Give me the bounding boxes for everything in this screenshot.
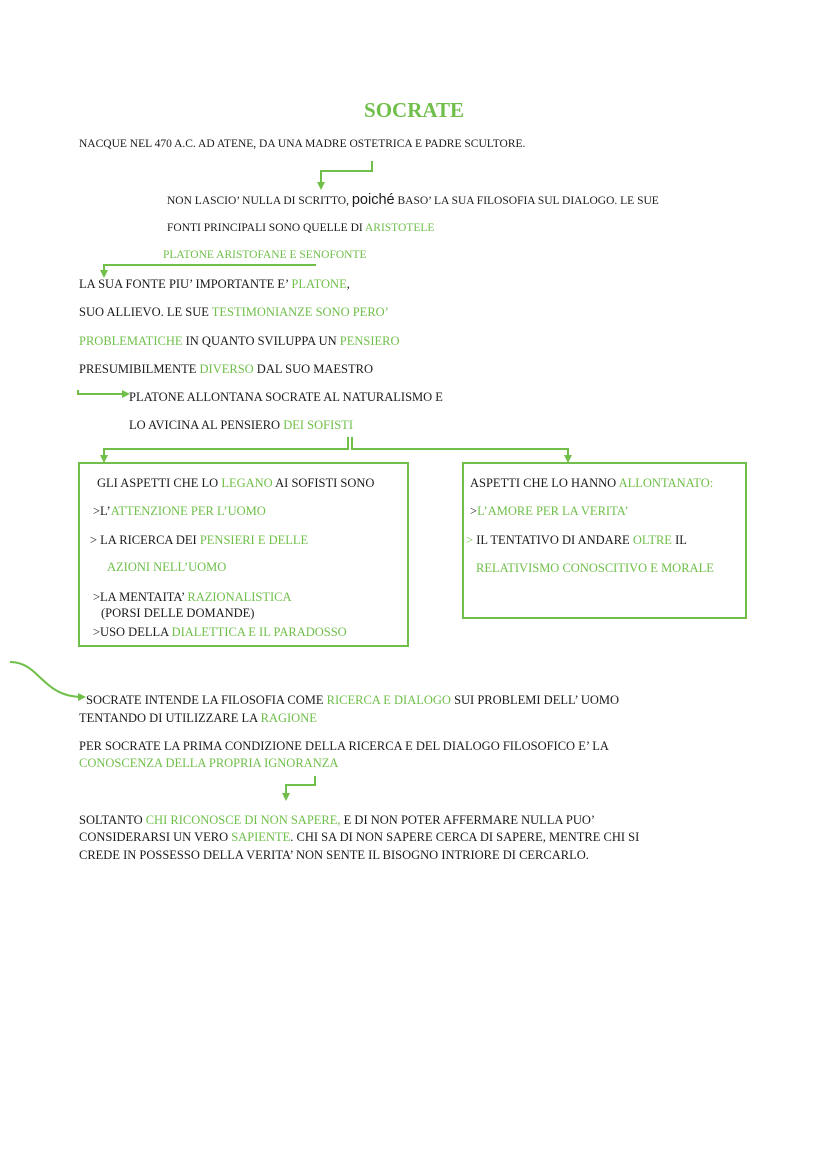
- conclusione-sapiente: SAPIENTE: [231, 830, 291, 844]
- box-left-item-3c: (PORSI DELLE DOMANDE): [101, 606, 255, 620]
- box-right-item-1: [470, 503, 629, 519]
- platone-line-1: [79, 276, 350, 292]
- arrow-to-fonti: [321, 161, 372, 186]
- box-left-item-3b: RAZIONALISTICA: [187, 590, 292, 604]
- conclusione-line-2: [79, 829, 639, 845]
- arrow-to-conclusione: [286, 776, 315, 797]
- fonti-text-2: BASO’ LA SUA FILOSOFIA SUL DIALOGO. LE SUE: [394, 195, 659, 207]
- filosofia-line-3: PER SOCRATE LA PRIMA CONDIZIONE DELLA RICERCA E DEL DIALOGO FILOSOFICO E’ LA: [79, 739, 609, 753]
- box-right-heading-a: ASPETTI CHE LO HANNO: [470, 476, 619, 490]
- fonti-line-3: PLATONE ARISTOFANE E SENOFONTE: [163, 249, 367, 261]
- box-right-item-1a: >: [470, 504, 478, 518]
- platone-text-2: SUO ALLIEVO. LE SUE: [79, 305, 212, 319]
- fonti-line-1: [167, 192, 659, 209]
- fonti-text-3: FONTI PRINCIPALI SONO QUELLE DI: [167, 222, 365, 234]
- platone-text-4: PRESUMIBILMENTE: [79, 362, 200, 376]
- filosofia-line-1: [86, 692, 619, 708]
- filosofia-ricerca-dialogo: RICERCA E DIALOGO: [326, 693, 451, 707]
- platone-text-3: IN QUANTO SVILUPPA UN: [182, 334, 340, 348]
- box-left-legano: LEGANO: [221, 476, 273, 490]
- intro-line: NACQUE NEL 470 A.C. AD ATENE, DA UNA MADRE OSTETRICA E PADRE SCULTORE.: [79, 138, 526, 150]
- filosofia-line-4: CONOSCENZA DELLA PROPRIA IGNORANZA: [79, 756, 339, 770]
- platone-line-4: [79, 361, 373, 377]
- platone-line-3: [79, 333, 400, 349]
- platone-line-2: [79, 304, 389, 320]
- filosofia-text-2: SUI PROBLEMI DELL’ UOMO: [450, 693, 620, 707]
- platone-line-6: [129, 417, 353, 433]
- box-left-item-2b: PENSIERI E DELLE: [199, 533, 309, 547]
- conclusione-text-4: . CHI SA DI NON SAPERE CERCA DI SAPERE, MENTRE CHI SI: [290, 830, 640, 844]
- platone-text-5: DAL SUO MAESTRO: [253, 362, 374, 376]
- platone-pensiero: PENSIERO: [339, 334, 400, 348]
- conclusione-non-sapere: CHI RICONOSCE DI NON SAPERE,: [145, 813, 341, 827]
- box-right-item-2d: IL: [671, 533, 687, 547]
- box-left-heading-c: AI SOFISTI SONO: [272, 476, 375, 490]
- box-right-item-2: [466, 532, 687, 548]
- box-right-item-1b: L’AMORE PER LA VERITA’: [477, 504, 629, 518]
- box-left-heading: [97, 475, 374, 491]
- page-title: SOCRATE: [364, 98, 464, 122]
- filosofia-text-1: SOCRATE INTENDE LA FILOSOFIA COME: [86, 693, 327, 707]
- box-left-item-4a: >USO DELLA: [93, 625, 172, 639]
- fonti-poiche: poiché: [351, 192, 395, 208]
- box-right-item-2e: RELATIVISMO CONOSCITIVO E MORALE: [476, 561, 714, 575]
- box-left-item-2a: > LA RICERCA DEI: [90, 533, 200, 547]
- box-left-item-1b: ATTENZIONE PER L’UOMO: [110, 504, 266, 518]
- arrow-to-allontana: [78, 390, 126, 394]
- box-left-item-3: [93, 589, 292, 605]
- box-right-allontanato: ALLONTANATO:: [618, 476, 714, 490]
- filosofia-ragione: RAGIONE: [260, 711, 317, 725]
- arrow-to-box-right: [352, 437, 568, 459]
- fonti-text-1: NON LASCIO’ NULLA DI SCRITTO,: [167, 195, 352, 207]
- fonti-line-2: [167, 220, 434, 236]
- box-left-item-3a: >LA MENTAITA’: [93, 590, 188, 604]
- platone-text-1: LA SUA FONTE PIU’ IMPORTANTE E’: [79, 277, 292, 291]
- conclusione-text-1: SOLTANTO: [79, 813, 146, 827]
- box-right-oltre: OLTRE: [632, 533, 672, 547]
- fonti-aristotele: ARISTOTELE: [364, 222, 435, 234]
- box-right-item-2b: IL TENTATIVO DI ANDARE: [473, 533, 633, 547]
- platone-testimonianze: TESTIMONIANZE SONO PERO’: [211, 305, 389, 319]
- arrow-to-platone: [104, 265, 316, 274]
- conclusione-text-2: E DI NON POTER AFFERMARE NULLA PUO’: [340, 813, 596, 827]
- box-left-item-2: [90, 532, 308, 548]
- box-right-item-2a: >: [466, 533, 474, 547]
- platone-sofisti: DEI SOFISTI: [283, 418, 353, 432]
- arrow-curve-filosofia: [10, 662, 82, 697]
- conclusione-line-1: [79, 812, 595, 828]
- platone-name: PLATONE: [291, 277, 347, 291]
- filosofia-text-3: TENTANDO DI UTILIZZARE LA: [79, 711, 261, 725]
- box-left-item-1a: >L’: [93, 504, 111, 518]
- platone-line-5: PLATONE ALLONTANA SOCRATE AL NATURALISMO E: [129, 390, 443, 404]
- platone-problematiche: PROBLEMATICHE: [79, 334, 183, 348]
- conclusione-text-3: CONSIDERARSI UN VERO: [79, 830, 232, 844]
- platone-diverso: DIVERSO: [199, 362, 254, 376]
- platone-text-6: LO AVICINA AL PENSIERO: [129, 418, 284, 432]
- box-left-item-1: [93, 503, 266, 519]
- conclusione-line-3: CREDE IN POSSESSO DELLA VERITA’ NON SENTE IL BISOGNO INTRIORE DI CERCARLO.: [79, 848, 589, 862]
- arrow-to-box-left: [104, 437, 348, 459]
- filosofia-line-2: [79, 710, 317, 726]
- box-left-item-4: [93, 624, 347, 640]
- box-left-heading-a: GLI ASPETTI CHE LO: [97, 476, 222, 490]
- platone-comma: ,: [346, 277, 350, 291]
- box-left-item-4b: DIALETTICA E IL PARADOSSO: [171, 625, 347, 639]
- box-right-heading: [470, 475, 713, 491]
- box-left-item-2c: AZIONI NELL’UOMO: [107, 560, 227, 574]
